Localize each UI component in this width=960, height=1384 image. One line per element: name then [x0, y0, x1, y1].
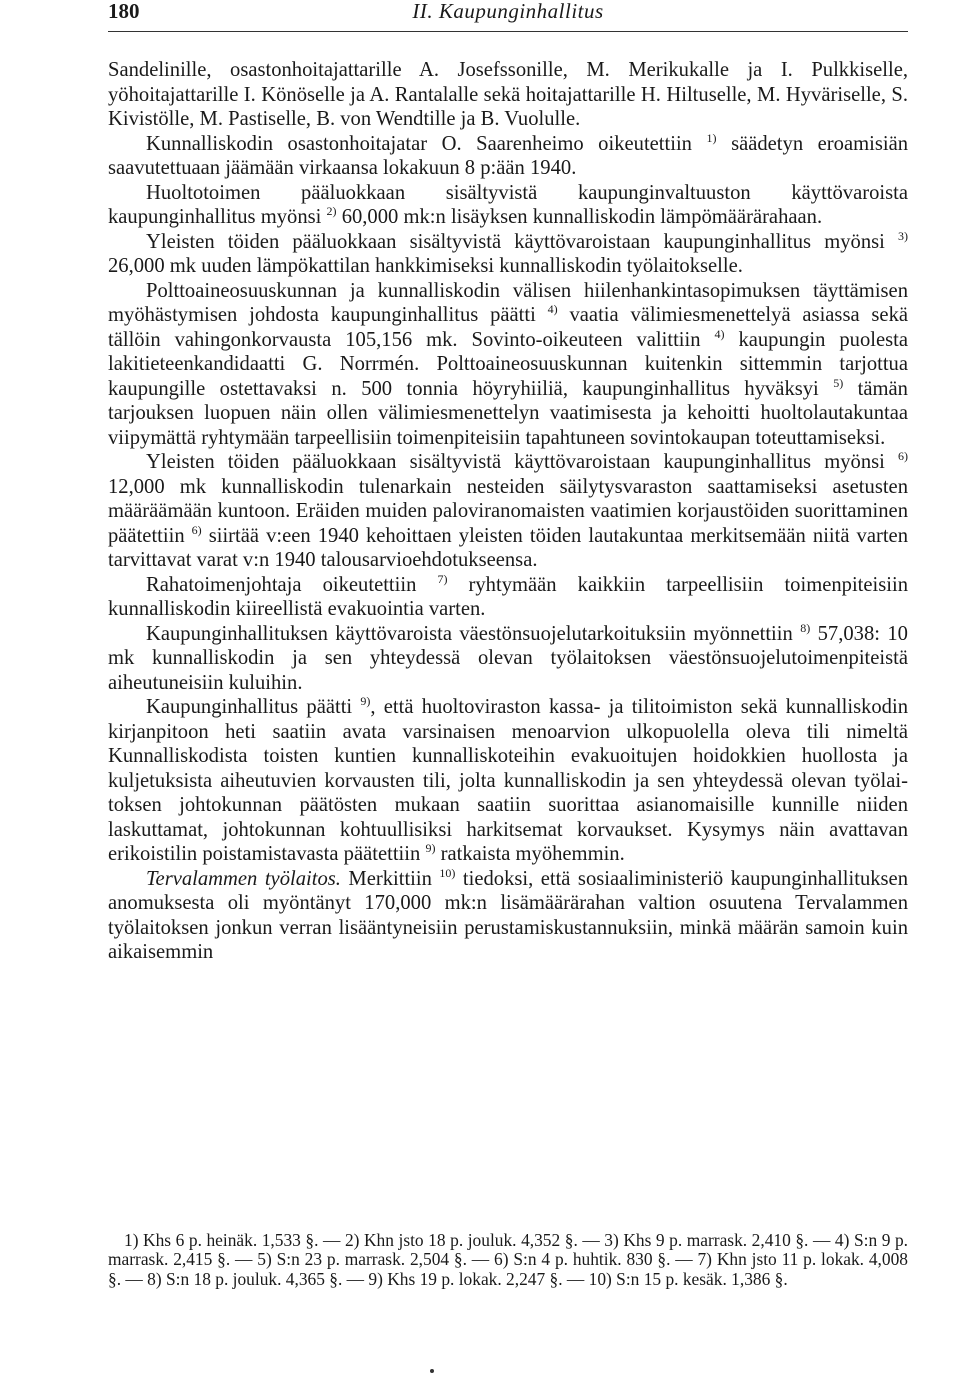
- page-number: 180: [108, 0, 140, 23]
- paragraph-4: Yleisten töiden pääluokkaan sisältyvistä käyttövaroistaan kaupunginhallitus myönsi $^{3)}$ 26,000 mk uuden lämpökattilan hankkimiseksi kunnalliskodin työlaitokselle.: [108, 228, 908, 277]
- footnote-ref: 8): [800, 620, 811, 635]
- paragraph-5: Polttoaineosuuskunnan ja kunnalliskodin välisen hiilenhankintasopimuksen täyttämisen myöhästymisen johdosta kaupunginhallitus päätti $^{4)}$ vaatia välimiesmenettelyä asiassa sekä tällöin vahingonkorvausta 105,156 mk. Sovinto-oikeuteen valittiin $^{4)}$ kaupungin puolesta lakitieteenkandidaatti G. Norrmén. Polttoaineosuuskunnan kuitenkin sittemmin tarjottua kaupungille ostettavaksi n. 500 tonnia höyryhiiliä, kaupunginhallitus hyväksyi $^{5)}$ tämän tarjouksen luopuen näin ollen välimiesmenettelyn vaatimisesta ja kehoitti huoltolautakuntaa viipymättä ryhtymään tarpeellisiin toimenpiteisiin tapahtuneen sovintokaupan toteuttamiseksi.: [108, 279, 909, 449]
- paragraph-10: Tervalammen työlaitos. Merkittiin $^{10)}$ tiedoksi, että sosiaaliministeriö kaupunginhallituksen anomuksesta oli myöntänyt 170,000 mk:n lisämäärärahan valtion osuutena Tervalammen työlaitoksen jonkun verran lisääntyneisiin perustamiskustannuksiin, minkä määrän samoin kuin aikaisemmin: [108, 865, 908, 963]
- footnote-ref: 3): [898, 228, 908, 243]
- footnotes: [108, 1231, 908, 1289]
- footnote-ref: 9): [425, 841, 436, 855]
- header-rule: [108, 31, 908, 32]
- paragraph-7: Rahatoimenjohtaja oikeutettiin $^{7)}$ ryhtymään kaikkiin tarpeellisiin toimenpiteisiin kunnalliskodin kiireellistä evakuointia varten.: [108, 571, 909, 620]
- footnote-ref: 6): [898, 449, 908, 463]
- paragraph-1: Sandelinille, osastonhoitajattarille A. Josefssonille, M. Merikukalle ja I. Pulkkiselle, yöhoitajattarille I. Könöselle ja A. Rantalalle sekä hoitajattarille H. Hiltuselle, M. Hyväriselle, S. Kivistölle, M. Pastiselle, B. von Wendtille ja B. Vuolulle.: [108, 59, 908, 130]
- paragraph-3: Huoltotoimen pääluokkaan sisältyvistä kaupunginvaltuuston käyttövaroista kaupunginhallitus myönsi $^{2)}$ 60,000 mk:n lisäyksen kunnalliskodin lämpömäärärahaan.: [108, 181, 908, 228]
- paragraph-8: Kaupunginhallituksen käyttövaroista väestönsuojelutarkoituksiin myönnettiin $^{8)}$ 57,038: 10 mk kunnalliskodin ja sen yhteydessä olevan työlaitoksen väestönsuojelutoimenpiteistä aiheutuneisiin kuluihin.: [108, 620, 908, 694]
- paragraph-9: Kaupunginhallitus päätti $^{9)}$, että huoltoviraston kassa- ja tilitoimiston sekä kunnalliskodin kirjanpitoon heti saatiin avata varsinaisen menoarvion ulkopuolella oleva tili nimeltä Kunnalliskodista toisten kuntien kunnalliskoteihin evakuoitujen hoidokkien huollosta ja kuljetuksista aiheutuvien korvausten tili, jolta kunnalliskodin ja sen yhteydessä olevan työlaitoksen johtokunnan päätösten mukaan saatiin suorittaa asianomaisille kunnille niiden laskuttamat, johtokunnan kohtuullisiksi harkitsemat korvaukset. Kysymys näin avattavan erikoistilin poistamistavasta päätettiin $^{9)}$ ratkaista myöhemmin.: [108, 694, 908, 865]
- page-mark: [430, 1369, 434, 1373]
- footnote-ref: 10): [439, 865, 456, 880]
- section-title: Tervalammen työlaitos.: [146, 867, 341, 890]
- footnote-ref: 2): [326, 204, 337, 218]
- footnote-ref: 4): [547, 302, 558, 316]
- footnote-ref: 6): [191, 522, 202, 537]
- footnote-ref: 7): [437, 571, 448, 586]
- paragraph-6: Yleisten töiden pääluokkaan sisältyvistä käyttövaroistaan kaupunginhallitus myönsi $^{6)}$ 12,000 mk kunnalliskodin tulenarkain nesteiden säilytysvaraston saattamiseksi asetusten määräämään kuntoon. Eräiden muiden paloviranomaisten vaatimien korjaustöiden suorittaminen päätettiin $^{6)}$ siirtää v:een 1940 kehoittaen yleisten töiden lautakuntaa merkitsemään niitä varten tarvittavat varat v:n 1940 talousarvioehdotukseensa.: [108, 449, 908, 571]
- footnote-ref: 1): [706, 130, 717, 145]
- footnote-ref: 9): [360, 694, 371, 708]
- footnote-text: 1) Khs 6 p. heinäk. 1,533 §. — 2) Khn jsto 18 p. jouluk. 4,352 §. — 3) Khs 9 p. marrask. 2,410 §. — 4) S:n 9 p. marrask. 2,415 §. — 5) S:n 23 p. marrask. 2,504 §. — 6) S:n 4 p. huhtik. 830 §. — 7) Khn jsto 11 p. lokak. 4,008 §. — 8) S:n 18 p. jouluk. 4,365 §. — 9) Khs 19 p. lokak. 2,247 §. — 10) S:n 15 p. kesäk. 1,386 §.: [108, 1230, 908, 1289]
- footnote-ref: 5): [833, 375, 844, 390]
- paragraph-2: Kunnalliskodin osastonhoitajatar O. Saarenheimo oikeutettiin $^{1)}$ säädetyn eroamisiän saavutettuaan jäämään virkaansa lokakuun 8 p:ään 1940.: [108, 130, 909, 179]
- running-head: II. Kaupunginhallitus: [412, 0, 604, 23]
- page-header: [108, 0, 908, 26]
- footnote-ref: 4): [714, 326, 725, 341]
- body-text: [108, 58, 908, 965]
